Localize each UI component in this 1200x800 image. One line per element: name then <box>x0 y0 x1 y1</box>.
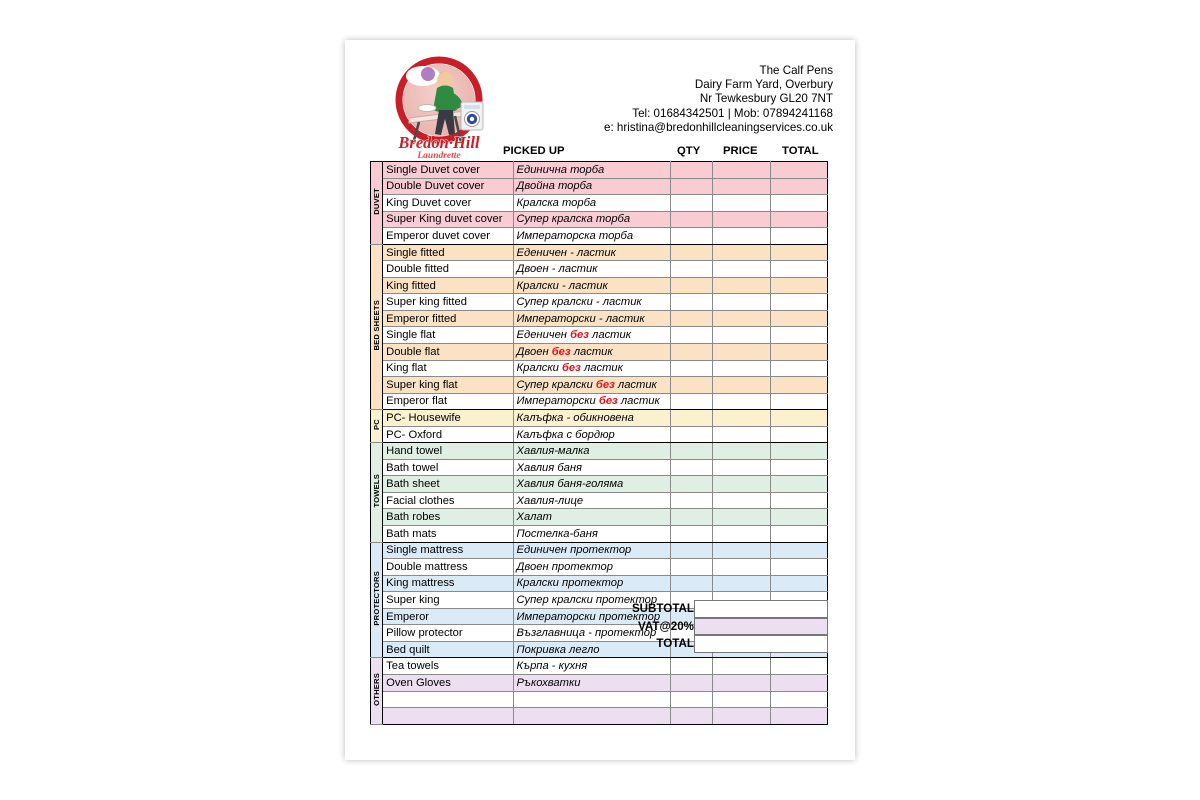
address-email-line: e: hristina@bredonhillcleaningservices.co.uk <box>604 120 833 134</box>
totals-row <box>345 618 855 636</box>
table-row <box>371 344 828 361</box>
totals-value-subtotal[interactable] <box>694 600 828 618</box>
category-label-text: PC <box>372 419 382 431</box>
qty-cell[interactable] <box>671 526 712 543</box>
price-cell[interactable] <box>712 228 771 245</box>
table-row <box>371 658 828 675</box>
total-cell[interactable] <box>771 277 828 294</box>
price-cell[interactable] <box>712 294 771 311</box>
item-name-bg: Двоен без ластик <box>513 344 671 361</box>
qty-cell[interactable] <box>671 393 712 410</box>
item-name-bg: Кърпа - кухня <box>513 658 671 675</box>
total-cell[interactable] <box>771 559 828 576</box>
table-row <box>371 211 828 228</box>
item-name-bg: Кралски - ластик <box>513 277 671 294</box>
totals-label-total: TOTAL <box>656 637 694 650</box>
total-cell[interactable] <box>771 526 828 543</box>
emphasis-word: без <box>595 378 615 391</box>
qty-cell[interactable] <box>671 476 712 493</box>
category-label-text: DUVET <box>372 187 382 215</box>
price-cell[interactable] <box>712 476 771 493</box>
qty-cell[interactable] <box>671 310 712 327</box>
qty-cell[interactable] <box>671 492 712 509</box>
item-name-en: Single mattress <box>383 542 513 559</box>
table-row <box>371 691 828 708</box>
total-cell[interactable] <box>771 211 828 228</box>
total-cell[interactable] <box>771 327 828 344</box>
item-name-bg: Супер кралски протектор <box>513 592 671 609</box>
table-row <box>371 509 828 526</box>
category-label-duvet <box>371 162 383 245</box>
price-cell[interactable] <box>712 575 771 592</box>
item-name-bg: Двойна торба <box>513 178 671 195</box>
table-row <box>371 294 828 311</box>
qty-cell[interactable] <box>671 327 712 344</box>
column-header-picked-up: PICKED UP <box>503 145 565 157</box>
qty-cell[interactable] <box>671 360 712 377</box>
item-name-en: Super king <box>383 592 513 609</box>
total-cell[interactable] <box>771 410 828 427</box>
svg-text:Laundrette: Laundrette <box>417 151 461 160</box>
business-address-block <box>604 64 833 135</box>
table-row <box>371 542 828 559</box>
table-row <box>371 178 828 195</box>
price-cell[interactable] <box>712 195 771 212</box>
price-cell[interactable] <box>712 410 771 427</box>
address-line-1: The Calf Pens <box>759 64 833 77</box>
item-name-bg: Хавлия-лице <box>513 492 671 509</box>
item-name-bg: Хавлия баня-голяма <box>513 476 671 493</box>
qty-cell[interactable] <box>671 426 712 443</box>
table-row <box>371 277 828 294</box>
qty-cell[interactable] <box>671 509 712 526</box>
total-cell[interactable] <box>771 542 828 559</box>
qty-cell[interactable] <box>671 261 712 278</box>
total-cell[interactable] <box>771 195 828 212</box>
price-cell[interactable] <box>712 377 771 394</box>
price-cell[interactable] <box>712 658 771 675</box>
item-name-en: Emperor flat <box>383 393 513 410</box>
total-cell[interactable] <box>771 575 828 592</box>
price-cell[interactable] <box>712 162 771 179</box>
item-name-en: Double flat <box>383 344 513 361</box>
item-name-en: Hand towel <box>383 443 513 460</box>
item-name-en: Single fitted <box>383 244 513 261</box>
item-name-en: King Duvet cover <box>383 195 513 212</box>
category-label-text: BED SHEETS <box>372 300 382 351</box>
qty-cell[interactable] <box>671 708 712 725</box>
qty-cell[interactable] <box>671 195 712 212</box>
table-row <box>371 377 828 394</box>
item-name-en: Super king fitted <box>383 294 513 311</box>
totals-label-subtotal: SUBTOTAL <box>631 602 694 615</box>
item-name-bg: Единична торба <box>513 162 671 179</box>
column-header-total: TOTAL <box>782 145 819 157</box>
item-name-en: Emperor <box>383 608 513 625</box>
table-row <box>371 526 828 543</box>
price-cell[interactable] <box>712 459 771 476</box>
table-row <box>371 674 828 691</box>
item-name-bg: Постелка-баня <box>513 526 671 543</box>
category-label-pc <box>371 410 383 443</box>
item-name-bg: Калъфка с бордюр <box>513 426 671 443</box>
table-row <box>371 708 828 725</box>
item-name-bg: Императорски протектор <box>513 608 671 625</box>
item-name-en: Bath towel <box>383 459 513 476</box>
total-cell[interactable] <box>771 674 828 691</box>
total-cell[interactable] <box>771 294 828 311</box>
item-name-bg: Хавлия-малка <box>513 443 671 460</box>
item-name-bg: Ръкохватки <box>513 674 671 691</box>
total-cell[interactable] <box>771 426 828 443</box>
price-cell[interactable] <box>712 393 771 410</box>
price-cell[interactable] <box>712 211 771 228</box>
price-cell[interactable] <box>712 327 771 344</box>
qty-cell[interactable] <box>671 674 712 691</box>
qty-cell[interactable] <box>671 344 712 361</box>
total-cell[interactable] <box>771 178 828 195</box>
item-name-en: King fitted <box>383 277 513 294</box>
item-name-en: Super king flat <box>383 377 513 394</box>
qty-cell[interactable] <box>671 162 712 179</box>
item-name-en <box>383 691 513 708</box>
qty-cell[interactable] <box>671 178 712 195</box>
item-name-en: Bath mats <box>383 526 513 543</box>
item-name-en: PC- Oxford <box>383 426 513 443</box>
document-header <box>345 40 855 160</box>
table-row <box>371 162 828 179</box>
item-name-en: Facial clothes <box>383 492 513 509</box>
total-cell[interactable] <box>771 228 828 245</box>
item-name-bg <box>513 708 671 725</box>
table-row <box>371 393 828 410</box>
totals-value-vat-20[interactable] <box>694 618 828 636</box>
item-name-bg: Единичен протектор <box>513 542 671 559</box>
item-name-en: Double fitted <box>383 261 513 278</box>
item-name-en: Emperor duvet cover <box>383 228 513 245</box>
item-name-bg: Халат <box>513 509 671 526</box>
total-cell[interactable] <box>771 658 828 675</box>
item-name-bg: Калъфка - обикновена <box>513 410 671 427</box>
price-cell[interactable] <box>712 344 771 361</box>
total-cell[interactable] <box>771 310 828 327</box>
total-cell[interactable] <box>771 476 828 493</box>
price-cell[interactable] <box>712 691 771 708</box>
price-cell[interactable] <box>712 526 771 543</box>
price-cell[interactable] <box>712 708 771 725</box>
qty-cell[interactable] <box>671 559 712 576</box>
table-column-headers <box>345 144 855 161</box>
qty-cell[interactable] <box>671 294 712 311</box>
qty-cell[interactable] <box>671 377 712 394</box>
item-name-en <box>383 708 513 725</box>
price-cell[interactable] <box>712 542 771 559</box>
qty-cell[interactable] <box>671 459 712 476</box>
total-cell[interactable] <box>771 459 828 476</box>
table-row <box>371 443 828 460</box>
category-label-text: OTHERS <box>372 673 382 706</box>
category-label-towels <box>371 443 383 542</box>
item-name-en: Single Duvet cover <box>383 162 513 179</box>
address-phone-line: Tel: 01684342501 | Mob: 07894241168 <box>632 106 833 120</box>
totals-row <box>345 600 855 618</box>
totals-value-total[interactable] <box>694 635 828 653</box>
price-cell[interactable] <box>712 277 771 294</box>
svg-text:Bredon·Hill: Bredon·Hill <box>398 133 480 152</box>
total-cell[interactable] <box>771 344 828 361</box>
price-list-document <box>345 40 855 760</box>
price-cell[interactable] <box>712 360 771 377</box>
item-name-bg: Императорски без ластик <box>513 393 671 410</box>
table-row <box>371 360 828 377</box>
qty-cell[interactable] <box>671 443 712 460</box>
item-name-en: King mattress <box>383 575 513 592</box>
item-name-bg: Двоен протектор <box>513 559 671 576</box>
table-row <box>371 310 828 327</box>
qty-cell[interactable] <box>671 410 712 427</box>
emphasis-word: без <box>551 345 571 358</box>
total-cell[interactable] <box>771 162 828 179</box>
item-name-bg: Императорски - ластик <box>513 310 671 327</box>
item-name-bg: Възглавница - протектор <box>513 625 671 642</box>
item-name-en: King flat <box>383 360 513 377</box>
table-row <box>371 459 828 476</box>
table-row <box>371 228 828 245</box>
column-header-price: PRICE <box>723 145 758 157</box>
item-name-bg: Еденичен - ластик <box>513 244 671 261</box>
price-cell[interactable] <box>712 310 771 327</box>
category-label-text: PROTECTORS <box>372 571 382 626</box>
table-row <box>371 261 828 278</box>
emphasis-word: без <box>561 362 581 375</box>
item-name-bg: Кралска торба <box>513 195 671 212</box>
qty-cell[interactable] <box>671 542 712 559</box>
totals-row <box>345 635 855 653</box>
item-name-en: Double Duvet cover <box>383 178 513 195</box>
item-name-en: Bed quilt <box>383 641 513 658</box>
item-name-en: Emperor fitted <box>383 310 513 327</box>
item-name-bg <box>513 691 671 708</box>
item-name-bg: Двоен - ластик <box>513 261 671 278</box>
price-cell[interactable] <box>712 443 771 460</box>
address-line-3: Nr Tewkesbury GL20 7NT <box>699 92 833 106</box>
qty-cell[interactable] <box>671 575 712 592</box>
qty-cell[interactable] <box>671 691 712 708</box>
item-name-bg: Кралски без ластик <box>513 360 671 377</box>
total-cell[interactable] <box>771 261 828 278</box>
table-row <box>371 410 828 427</box>
category-label-text: TOWELS <box>372 474 382 508</box>
table-row <box>371 575 828 592</box>
item-name-bg: Супер кралски без ластик <box>513 377 671 394</box>
item-name-bg: Императорска торба <box>513 228 671 245</box>
total-cell[interactable] <box>771 360 828 377</box>
item-name-en: Single flat <box>383 327 513 344</box>
item-name-en: PC- Housewife <box>383 410 513 427</box>
table-row <box>371 195 828 212</box>
qty-cell[interactable] <box>671 211 712 228</box>
item-name-bg: Супер кралска торба <box>513 211 671 228</box>
item-name-bg: Кралски протектор <box>513 575 671 592</box>
item-name-bg: Еденичен без ластик <box>513 327 671 344</box>
qty-cell[interactable] <box>671 277 712 294</box>
total-cell[interactable] <box>771 244 828 261</box>
total-cell[interactable] <box>771 492 828 509</box>
qty-cell[interactable] <box>671 228 712 245</box>
item-name-en: Super King duvet cover <box>383 211 513 228</box>
qty-cell[interactable] <box>671 658 712 675</box>
emphasis-word: без <box>598 395 618 408</box>
totals-label-vat-20: VAT@20% <box>638 619 694 633</box>
item-name-bg: Покривка легло <box>513 641 671 658</box>
table-row <box>371 244 828 261</box>
price-cell[interactable] <box>712 426 771 443</box>
item-name-en: Oven Gloves <box>383 674 513 691</box>
item-name-bg: Супер кралски - ластик <box>513 294 671 311</box>
table-row <box>371 476 828 493</box>
price-cell[interactable] <box>712 559 771 576</box>
item-name-en: Double mattress <box>383 559 513 576</box>
category-label-bed-sheets <box>371 244 383 409</box>
address-line-2: Dairy Farm Yard, Overbury <box>694 78 833 92</box>
item-name-en: Tea towels <box>383 658 513 675</box>
item-name-en: Bath sheet <box>383 476 513 493</box>
price-cell[interactable] <box>712 674 771 691</box>
total-cell[interactable] <box>771 509 828 526</box>
total-cell[interactable] <box>771 377 828 394</box>
price-cell[interactable] <box>712 178 771 195</box>
emphasis-word: без <box>570 329 589 342</box>
table-row <box>371 559 828 576</box>
category-label-others <box>371 658 383 724</box>
table-row <box>371 426 828 443</box>
item-name-en: Bath robes <box>383 509 513 526</box>
total-cell[interactable] <box>771 393 828 410</box>
total-cell[interactable] <box>771 443 828 460</box>
price-cell[interactable] <box>712 509 771 526</box>
item-name-en: Pillow protector <box>383 625 513 642</box>
price-cell[interactable] <box>712 261 771 278</box>
qty-cell[interactable] <box>671 244 712 261</box>
total-cell[interactable] <box>771 708 828 725</box>
price-cell[interactable] <box>712 244 771 261</box>
total-cell[interactable] <box>771 691 828 708</box>
table-row <box>371 327 828 344</box>
item-name-bg: Хавлия баня <box>513 459 671 476</box>
column-header-qty: QTY <box>677 145 701 157</box>
table-row <box>371 492 828 509</box>
price-cell[interactable] <box>712 492 771 509</box>
